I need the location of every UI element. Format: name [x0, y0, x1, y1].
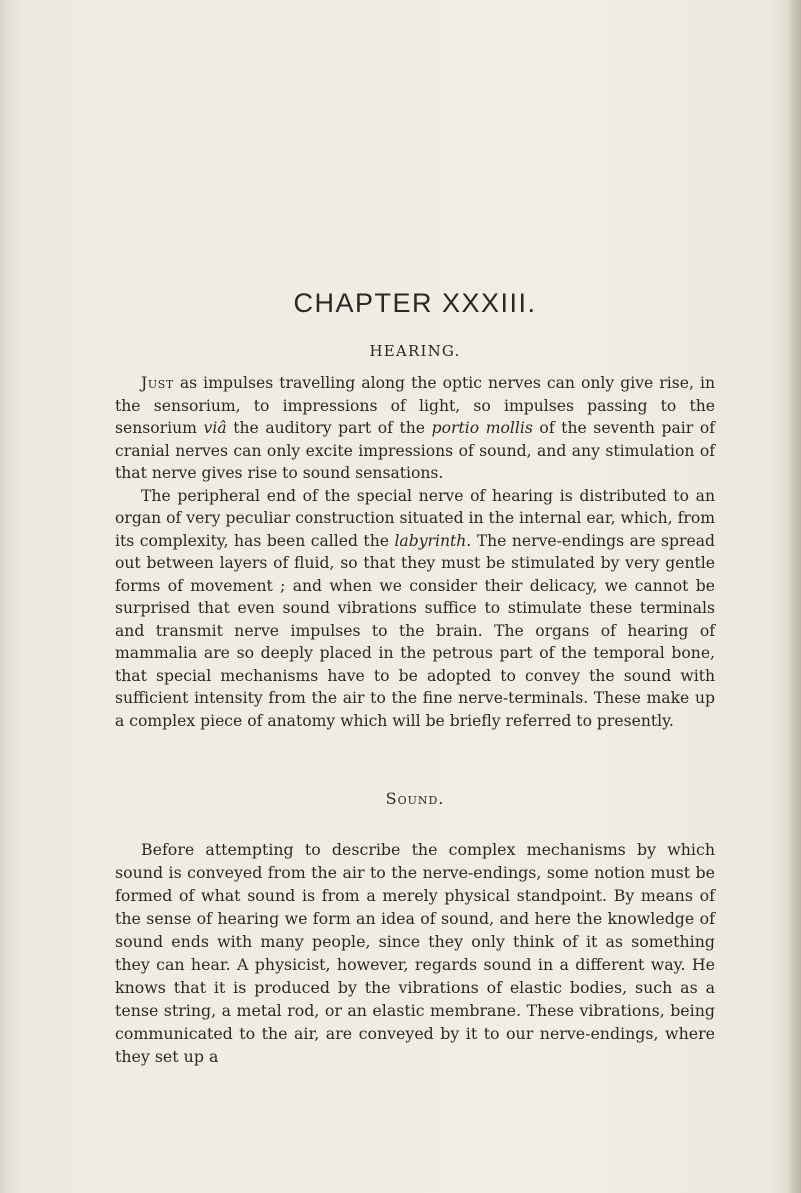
subheading-sound: Sound.: [385, 789, 445, 808]
paragraph-1-lead: Just: [141, 374, 174, 392]
page-edge-shadow: [787, 0, 801, 1193]
paragraph-1: [115, 372, 715, 485]
paragraph-2-text-a: The peripheral end of the special nerve of hearing is distributed to an organ of very peculiar construction situated in the internal ear, which, from its complexity, has been called the: [115, 486, 715, 550]
paragraph-2-text-b: The nerve-endings are spread out between layers of fluid, so that they must be stimulated by very gentle forms of movement ; and when we consider their delicacy, we cannot be surprised that even sound vibrations suffice to stimulate these terminals and transmit nerve impulses to the brain. The organs of hearing of mammalia are so deeply placed in the petrous part of the temporal bone, that special mechanisms have to be adopted to convey the sound with sufficient intensity from the air to the fine nerve-terminals. These make up a complex piece of anatomy which will be briefly referred to presently.: [115, 531, 715, 730]
paragraph-2-italic-a: labyrinth.: [394, 531, 472, 550]
section-title: HEARING.: [369, 342, 461, 360]
page-text: [115, 280, 715, 1068]
chapter-title: CHAPTER XXXIII.: [293, 288, 537, 318]
paragraph-1-text-a: as impulses travelling along the optic nerves can only give rise, in the sensorium, to impressions of light, so impulses passing to the sensorium: [115, 374, 715, 437]
paragraph-1-italic-a: viâ: [203, 419, 227, 437]
paragraph-1-text-c: of the seventh pair of cranial nerves can only excite impressions of sound, and any stimulation of that nerve gives rise to sound sensations.: [115, 419, 715, 482]
paragraph-1-italic-b: portio mollis: [431, 419, 533, 437]
paragraph-3: Before attempting to describe the complex mechanisms by which sound is conveyed from the air to the nerve-endings, some notion must be formed of what sound is from a merely physical standpoint. By means of the sense of hearing we form an idea of sound, and here the knowledge of sound ends with many people, since they only think of it as something they can hear. A physicist, however, regards sound in a different way. He knows that it is produced by the vibrations of elastic bodies, such as a tense string, a metal rod, or an elastic membrane. These vibrations, being communicated to the air, are conveyed by it to our nerve-endings, where they set up a: [115, 840, 715, 1066]
paragraph-2: [115, 485, 715, 733]
paragraph-1-text-b: the auditory part of the: [226, 419, 432, 437]
page-gutter-shadow: [0, 0, 20, 1193]
